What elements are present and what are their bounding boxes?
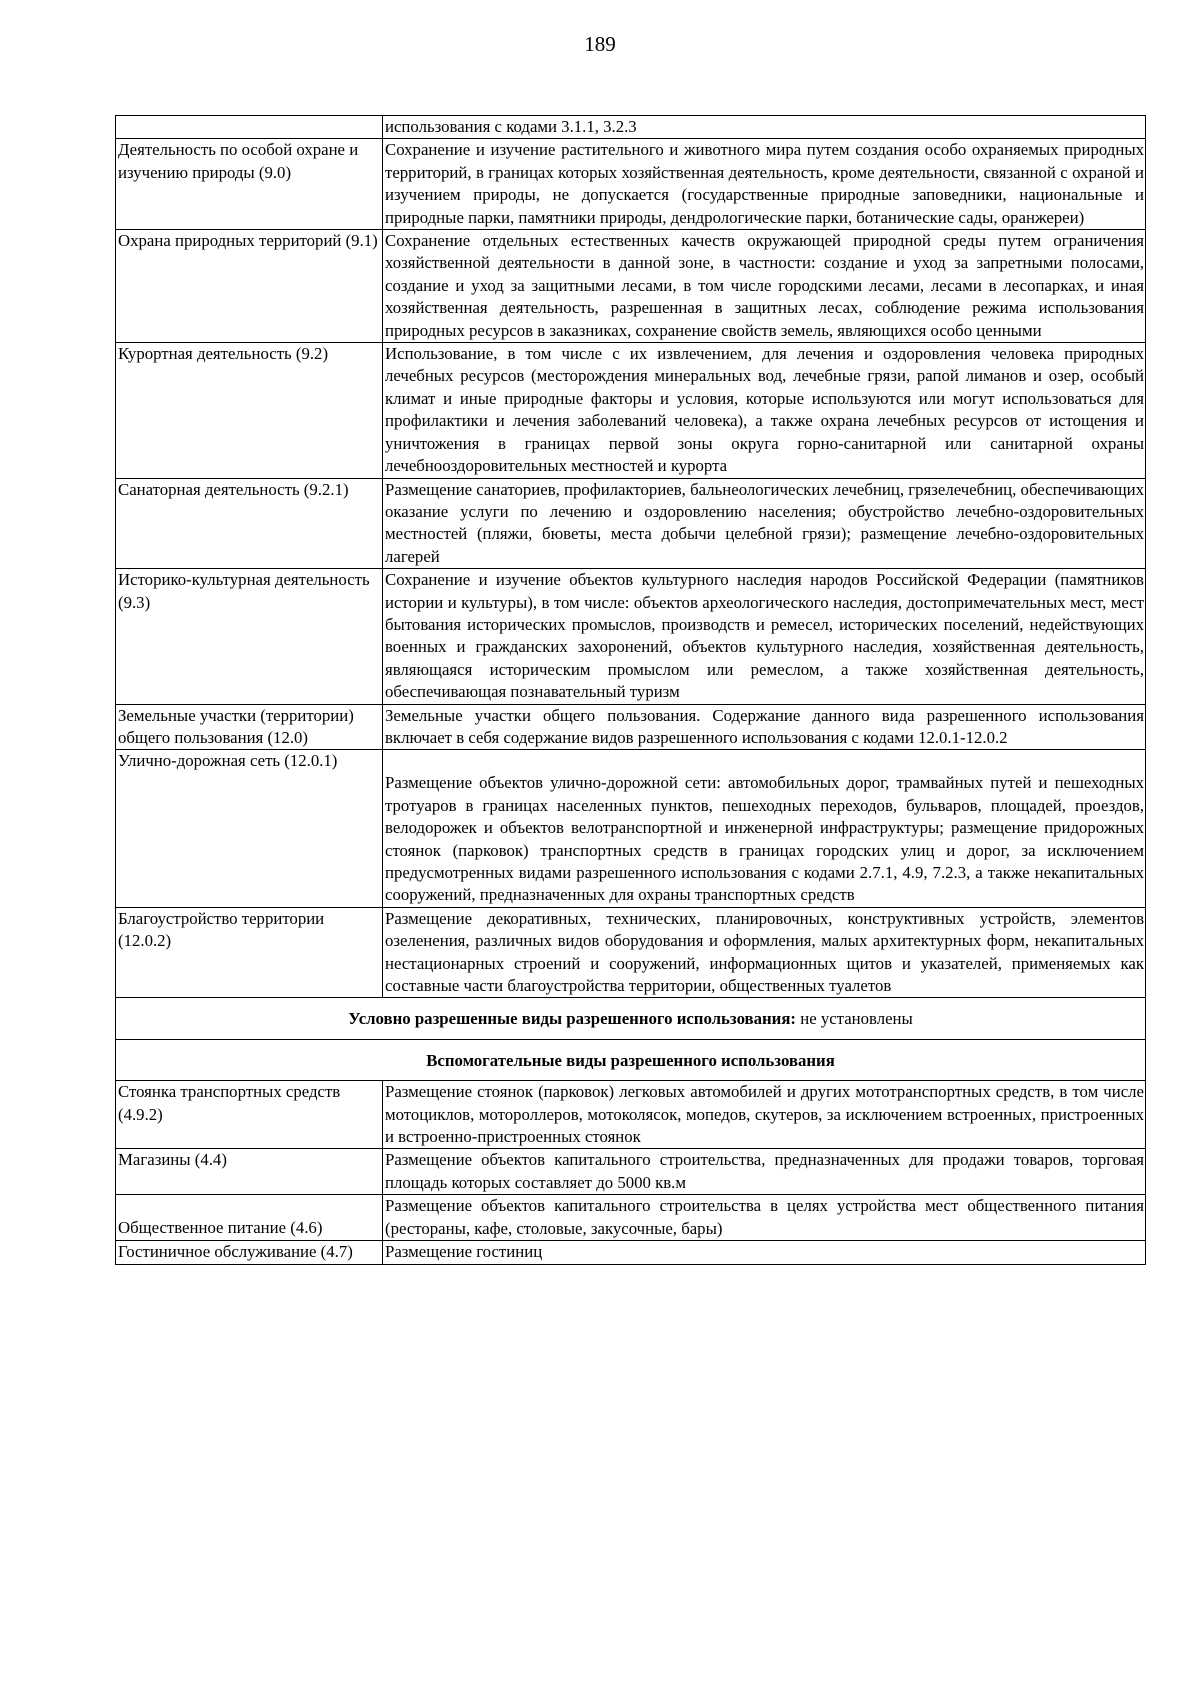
section-row xyxy=(116,1039,1146,1080)
section-heading-bold: Вспомогательные виды разрешенного использования xyxy=(426,1050,835,1070)
type-name-cell: Улично-дорожная сеть (12.0.1) xyxy=(116,750,383,907)
type-name-cell: Общественное питание (4.6) xyxy=(116,1195,383,1241)
page-number: 189 xyxy=(584,32,616,56)
type-name-cell: Курортная деятельность (9.2) xyxy=(116,343,383,478)
type-description-cell: Размещение объектов капитального строительства в целях устройства мест общественного питания (рестораны, кафе, столовые, закусочные, бары) xyxy=(383,1195,1146,1241)
table-row xyxy=(116,343,1146,478)
table-row xyxy=(116,569,1146,704)
type-name-cell xyxy=(116,116,383,139)
type-description-cell: Сохранение и изучение объектов культурного наследия народов Российской Федерации (памятников истории и культуры), в том числе: объектов археологического наследия, достопримечательных мест, мест бытования исторических промыслов, производств и ремесел, исторических поселений, недействующих военных и гражданских захоронений, объектов культурного наследия, хозяйственная деятельность, являющаяся историческим промыслом или ремеслом, а также хозяйственная деятельность, обеспечивающая познавательный туризм xyxy=(383,569,1146,704)
section-heading-conditional xyxy=(116,998,1146,1039)
table-row xyxy=(116,478,1146,569)
type-name-cell: Охрана природных территорий (9.1) xyxy=(116,230,383,343)
section-heading-bold: Условно разрешенные виды разрешенного использования: xyxy=(348,1009,797,1029)
type-description-cell: Размещение санаториев, профилакториев, бальнеологических лечебниц, грязелечебниц, обеспечивающих оказание услуги по лечению и оздоровлению населения; обустройство лечебно-оздоровительных местностей (пляжи, бюветы, места добычи целебной грязи); размещение лечебно-оздоровительных лагерей xyxy=(383,478,1146,569)
table-row xyxy=(116,230,1146,343)
section-heading-auxiliary xyxy=(116,1039,1146,1080)
type-name-cell: Магазины (4.4) xyxy=(116,1149,383,1195)
type-description-cell: Размещение объектов капитального строительства, предназначенных для продажи товаров, торговая площадь которых составляет до 5000 кв.м xyxy=(383,1149,1146,1195)
type-description-cell: Размещение стоянок (парковок) легковых автомобилей и других мототранспортных средств, в том числе мотоциклов, мотороллеров, мотоколясок, мопедов, скутеров, за исключением встроенных, пристроенных и встроенно-пристроенных стоянок xyxy=(383,1081,1146,1149)
land-use-table xyxy=(115,115,1146,1265)
type-description-cell: Размещение объектов улично-дорожной сети: автомобильных дорог, трамвайных путей и пешеходных тротуаров в границах населенных пунктов, пешеходных переходов, бульваров, площадей, проездов, велодорожек и объектов велотранспортной и инженерной инфраструктуры; размещение придорожных стоянок (парковок) транспортных средств в границах городских улиц и дорог, за исключением предусмотренных видами разрешенного использования с кодами 2.7.1, 4.9, 7.2.3, а также некапитальных сооружений, предназначенных для охраны транспортных средств xyxy=(383,750,1146,907)
table-row xyxy=(116,116,1146,139)
table-row xyxy=(116,1241,1146,1264)
table-row xyxy=(116,139,1146,230)
type-name-cell: Стоянка транспортных средств (4.9.2) xyxy=(116,1081,383,1149)
type-name-cell: Санаторная деятельность (9.2.1) xyxy=(116,478,383,569)
type-name-cell: Деятельность по особой охране и изучению природы (9.0) xyxy=(116,139,383,230)
table-row xyxy=(116,1149,1146,1195)
type-name-cell: Историко-культурная деятельность (9.3) xyxy=(116,569,383,704)
type-name-cell: Гостиничное обслуживание (4.7) xyxy=(116,1241,383,1264)
type-description-cell: Сохранение и изучение растительного и животного мира путем создания особо охраняемых природных территорий, в границах которых хозяйственная деятельность, кроме деятельности, связанной с охраной и изучением природы, не допускается (государственные природные заповедники, национальные и природные парки, памятники природы, дендрологические парки, ботанические сады, оранжереи) xyxy=(383,139,1146,230)
type-description-cell: Использование, в том числе с их извлечением, для лечения и оздоровления человека природных лечебных ресурсов (месторождения минеральных вод, лечебные грязи, рапой лиманов и озер, особый климат и иные природные факторы и условия, которые используются или могут использоваться для профилактики и лечения заболеваний человека), а также охрана лечебных ресурсов от истощения и уничтожения в границах первой зоны округа горно-санитарной или санитарной охраны лечебнооздоровительных местностей и курорта xyxy=(383,343,1146,478)
type-name-cell: Земельные участки (территории) общего пользования (12.0) xyxy=(116,704,383,750)
table-row xyxy=(116,907,1146,998)
table-row xyxy=(116,704,1146,750)
table-row xyxy=(116,1081,1146,1149)
section-row xyxy=(116,998,1146,1039)
continuation-text: использования с кодами 3.1.1, 3.2.3 xyxy=(383,116,1146,139)
table-row xyxy=(116,1195,1146,1241)
type-description-cell: Земельные участки общего пользования. Содержание данного вида разрешенного использования включает в себя содержание видов разрешенного использования с кодами 12.0.1-12.0.2 xyxy=(383,704,1146,750)
type-description-cell: Размещение декоративных, технических, планировочных, конструктивных устройств, элементов озеленения, различных видов оборудования и оформления, малых архитектурных форм, некапитальных нестационарных строений и сооружений, информационных щитов и указателей, применяемых как составные части благоустройства территории, общественных туалетов xyxy=(383,907,1146,998)
table-row xyxy=(116,750,1146,907)
type-description-cell: Размещение гостиниц xyxy=(383,1241,1146,1264)
type-name-cell: Благоустройство территории (12.0.2) xyxy=(116,907,383,998)
section-heading-status: не установлены xyxy=(796,1009,913,1029)
type-description-cell: Сохранение отдельных естественных качеств окружающей природной среды путем ограничения хозяйственной деятельности в данной зоне, в частности: создание и уход за запретными полосами, создание и уход за защитными лесами, в том числе городскими лесами, лесами в лесопарках, и иная хозяйственная деятельность, разрешенная в защитных лесах, соблюдение режима использования природных ресурсов в заказниках, сохранение свойств земель, являющихся особо ценными xyxy=(383,230,1146,343)
